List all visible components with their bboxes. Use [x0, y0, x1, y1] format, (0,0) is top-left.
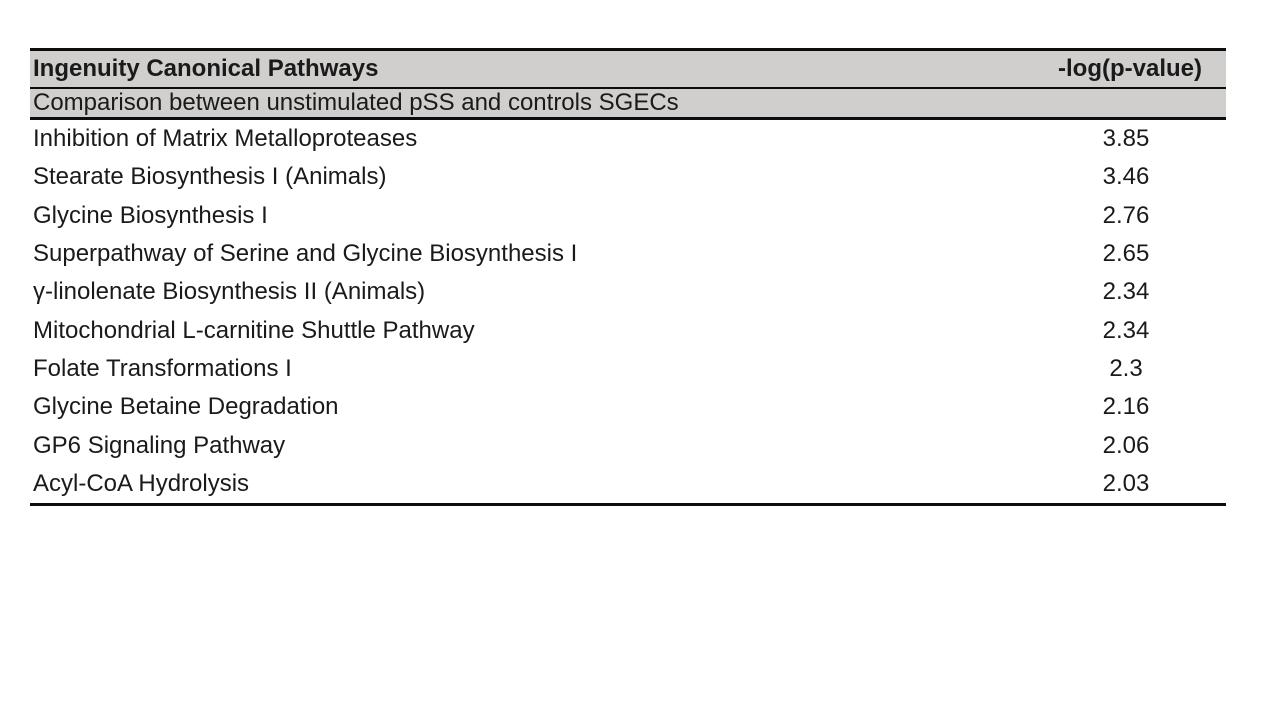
- pathway-value: 2.3: [1109, 354, 1143, 382]
- pathways-table: [30, 48, 1226, 506]
- pathway-name: Glycine Betaine Degradation: [33, 395, 339, 420]
- pathway-name: Stearate Biosynthesis I (Animals): [33, 165, 387, 190]
- pathway-value: 3.85: [1102, 125, 1150, 153]
- pathway-name: Inhibition of Matrix Metalloproteases: [33, 127, 418, 152]
- pathway-name: GP6 Signaling Pathway: [33, 433, 286, 458]
- table-row: [30, 426, 1226, 464]
- value-column-header: -log(p-value): [1058, 55, 1202, 82]
- table-row: [30, 465, 1226, 503]
- pathway-value: 2.65: [1102, 240, 1150, 268]
- pathway-value: 2.34: [1102, 278, 1150, 306]
- table-row: [30, 120, 1226, 158]
- table-header-row: [30, 51, 1226, 89]
- pathway-name: Mitochondrial L-carnitine Shuttle Pathway: [33, 318, 475, 343]
- pathway-value: 2.06: [1102, 431, 1150, 459]
- table-row: [30, 158, 1226, 196]
- pathway-value: 2.03: [1102, 469, 1150, 497]
- pathway-value: 2.16: [1102, 393, 1150, 421]
- pathway-name: Superpathway of Serine and Glycine Biosynthesis I: [33, 242, 578, 267]
- table-row: [30, 388, 1226, 426]
- pathway-name: Acyl-CoA Hydrolysis: [33, 471, 250, 496]
- table-row: [30, 197, 1226, 235]
- pathway-name: Glycine Biosynthesis I: [33, 203, 268, 228]
- comparison-subheader: Comparison between unstimulated pSS and controls SGECs: [33, 91, 679, 115]
- table-row: [30, 350, 1226, 388]
- pathway-value: 2.34: [1102, 316, 1150, 344]
- pathway-name: Folate Transformations I: [33, 356, 292, 381]
- pathway-name: γ-linolenate Biosynthesis II (Animals): [33, 280, 426, 305]
- pathway-value: 2.76: [1102, 201, 1150, 229]
- pathway-value: 3.46: [1102, 163, 1150, 191]
- pathway-column-header: Ingenuity Canonical Pathways: [33, 57, 379, 81]
- table-subheader-row: [30, 89, 1226, 120]
- table-row: [30, 311, 1226, 349]
- table-row: [30, 235, 1226, 273]
- table-row: [30, 273, 1226, 311]
